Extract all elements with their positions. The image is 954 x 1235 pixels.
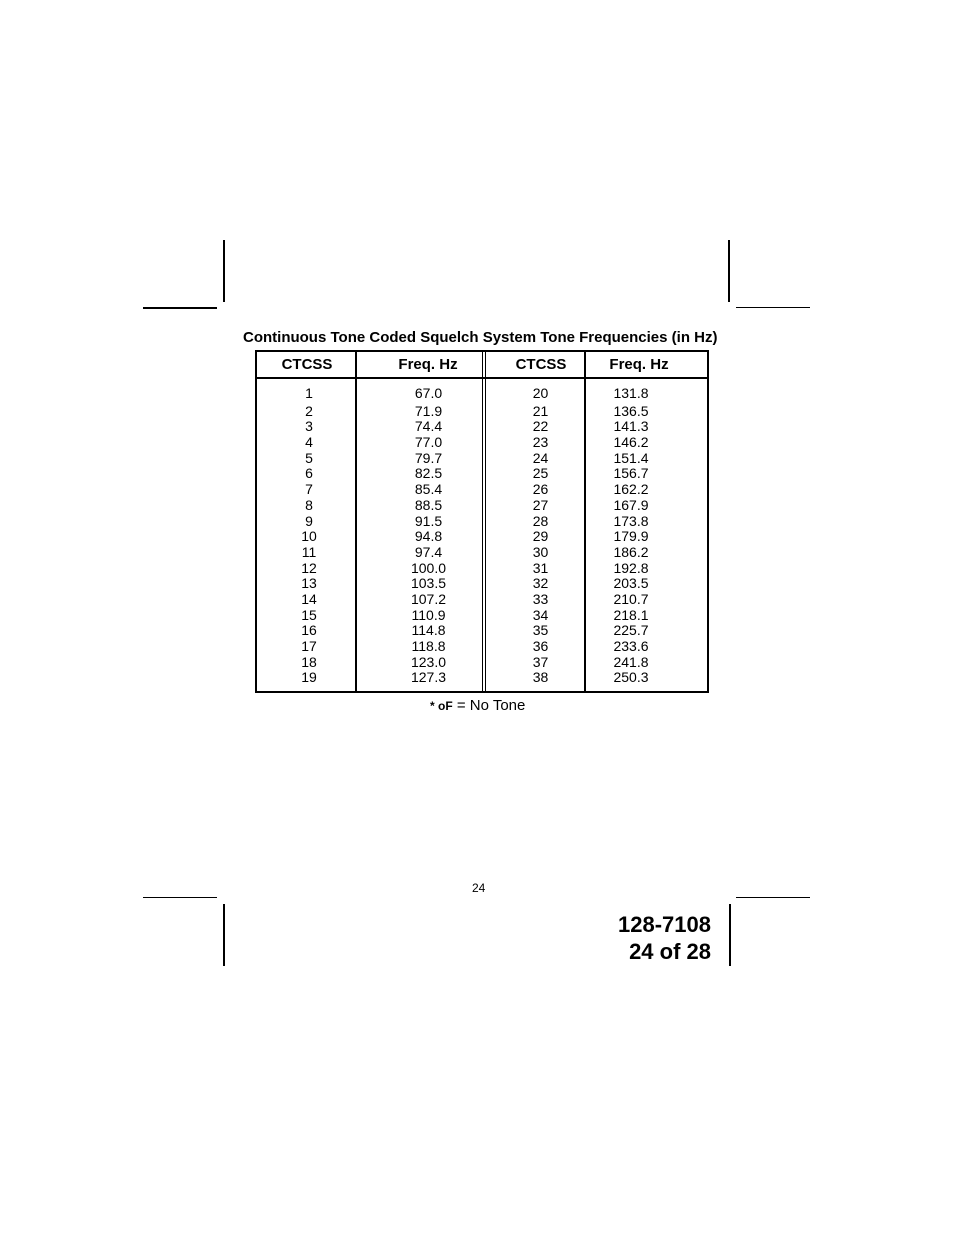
no-tone-text: = No Tone [452,697,526,714]
frequency-cell: 74.4 [414,418,443,435]
frequency-cell: 91.5 [414,512,443,529]
ctcss-code-cell: 19 [301,669,317,686]
ctcss-code-cell: 1 [305,385,313,401]
ctcss-code-cell: 10 [301,528,317,545]
frequency-column-left [367,386,490,686]
document-number: 128-7108 [618,912,711,937]
ctcss-code-cell: 37 [532,653,549,670]
ctcss-code-cell: 23 [532,434,549,451]
no-tone-symbol: * oF [430,699,453,713]
header-ctcss-right: CTCSS [515,356,567,373]
frequency-cell: 233.6 [613,638,649,654]
frequency-cell: 210.7 [613,590,649,607]
frequency-cell: 79.7 [414,449,443,466]
ctcss-code-cell: 35 [532,622,549,639]
frequency-cell: 179.9 [613,528,649,545]
frequency-cell: 192.8 [613,559,649,576]
frequency-cell: 162.2 [613,481,649,498]
ctcss-code-cell: 33 [532,590,549,607]
frequency-cell: 110.9 [411,606,446,623]
ctcss-code-cell: 22 [532,418,549,435]
ctcss-code-cell: 26 [532,481,549,498]
ctcss-code-cell: 16 [301,622,317,639]
document-number-block [600,911,711,965]
ctcss-code-cell: 8 [305,496,313,513]
ctcss-code-cell: 5 [305,449,313,466]
frequency-cell: 97.4 [414,543,443,560]
header-rule [257,377,707,379]
ctcss-code-cell: 27 [532,496,549,513]
header-freq-right: Freq. Hz [609,356,669,373]
crop-mark-top-right-v [728,240,730,302]
ctcss-code-cell: 15 [301,606,317,623]
frequency-cell: 103.5 [410,575,447,592]
ctcss-code-cell: 13 [301,575,317,592]
frequency-cell: 203.5 [613,575,649,592]
ctcss-code-cell: 11 [301,543,317,560]
frequency-cell: 136.5 [613,402,649,419]
ctcss-code-cell: 6 [305,465,313,482]
ctcss-table [255,350,709,693]
ctcss-code-column-right [488,386,593,686]
frequency-cell: 77.0 [414,434,443,451]
frequency-cell: 114.8 [411,622,446,639]
ctcss-code-cell: 17 [301,638,317,654]
frequency-cell: 241.8 [613,653,649,670]
frequency-cell: 88.5 [414,496,443,513]
ctcss-code-cell: 20 [532,385,549,401]
crop-mark-top-right-h [736,307,810,308]
ctcss-code-cell: 18 [301,653,317,670]
frequency-cell: 225.7 [613,622,649,639]
frequency-cell: 82.5 [414,465,443,482]
crop-mark-bottom-right-v [729,904,731,966]
frequency-cell: 186.2 [613,543,649,560]
frequency-cell: 100.0 [410,559,447,576]
ctcss-code-cell: 29 [532,528,549,545]
crop-mark-bottom-left-v [223,904,225,966]
frequency-cell: 67.0 [414,385,443,401]
frequency-cell: 173.8 [613,512,649,529]
ctcss-code-cell: 3 [305,418,313,435]
frequency-cell: 127.3 [410,669,447,686]
ctcss-code-cell: 36 [532,638,549,654]
ctcss-code-cell: 14 [301,590,317,607]
crop-mark-bottom-left-h [143,897,217,898]
crop-mark-top-left-h [143,307,217,309]
frequency-cell: 151.4 [613,449,649,466]
frequency-cell: 250.3 [613,669,649,686]
header-ctcss-left: CTCSS [281,356,333,373]
ctcss-code-cell: 4 [305,434,313,451]
frequency-cell: 85.4 [414,481,443,498]
ctcss-code-cell: 7 [305,481,313,498]
frequency-cell: 123.0 [410,653,447,670]
ctcss-code-cell: 24 [532,449,549,466]
no-tone-note [430,697,525,714]
ctcss-code-cell: 25 [532,465,549,482]
ctcss-code-column-left [257,386,361,686]
ctcss-code-cell: 12 [301,559,317,576]
page-number: 24 [472,881,486,895]
ctcss-code-cell: 2 [305,402,313,419]
ctcss-code-cell: 21 [532,402,549,419]
ctcss-code-cell: 32 [532,575,549,592]
frequency-cell: 146.2 [613,434,649,451]
frequency-cell: 71.9 [414,402,443,419]
frequency-cell: 94.8 [414,528,443,545]
ctcss-code-cell: 28 [532,512,549,529]
frequency-cell: 131.8 [613,385,649,401]
frequency-cell: 156.7 [613,465,649,482]
frequency-cell: 218.1 [613,606,649,623]
header-freq-left: Freq. Hz [398,356,458,373]
ctcss-code-cell: 30 [532,543,549,560]
frequency-cell: 107.2 [410,590,447,607]
page-of-count: 24 of 28 [629,939,711,964]
ctcss-code-cell: 9 [305,512,313,529]
table-title: Continuous Tone Coded Squelch System Tone Frequencies (in Hz) [243,329,718,346]
frequency-cell: 167.9 [613,496,649,513]
frequency-column-right [579,386,683,686]
frequency-cell: 118.8 [411,638,446,654]
ctcss-code-cell: 31 [532,559,549,576]
crop-mark-bottom-right-h [736,897,810,898]
frequency-cell: 141.3 [613,418,649,435]
ctcss-code-cell: 38 [532,669,549,686]
crop-mark-top-left-v [223,240,225,302]
ctcss-code-cell: 34 [532,606,549,623]
